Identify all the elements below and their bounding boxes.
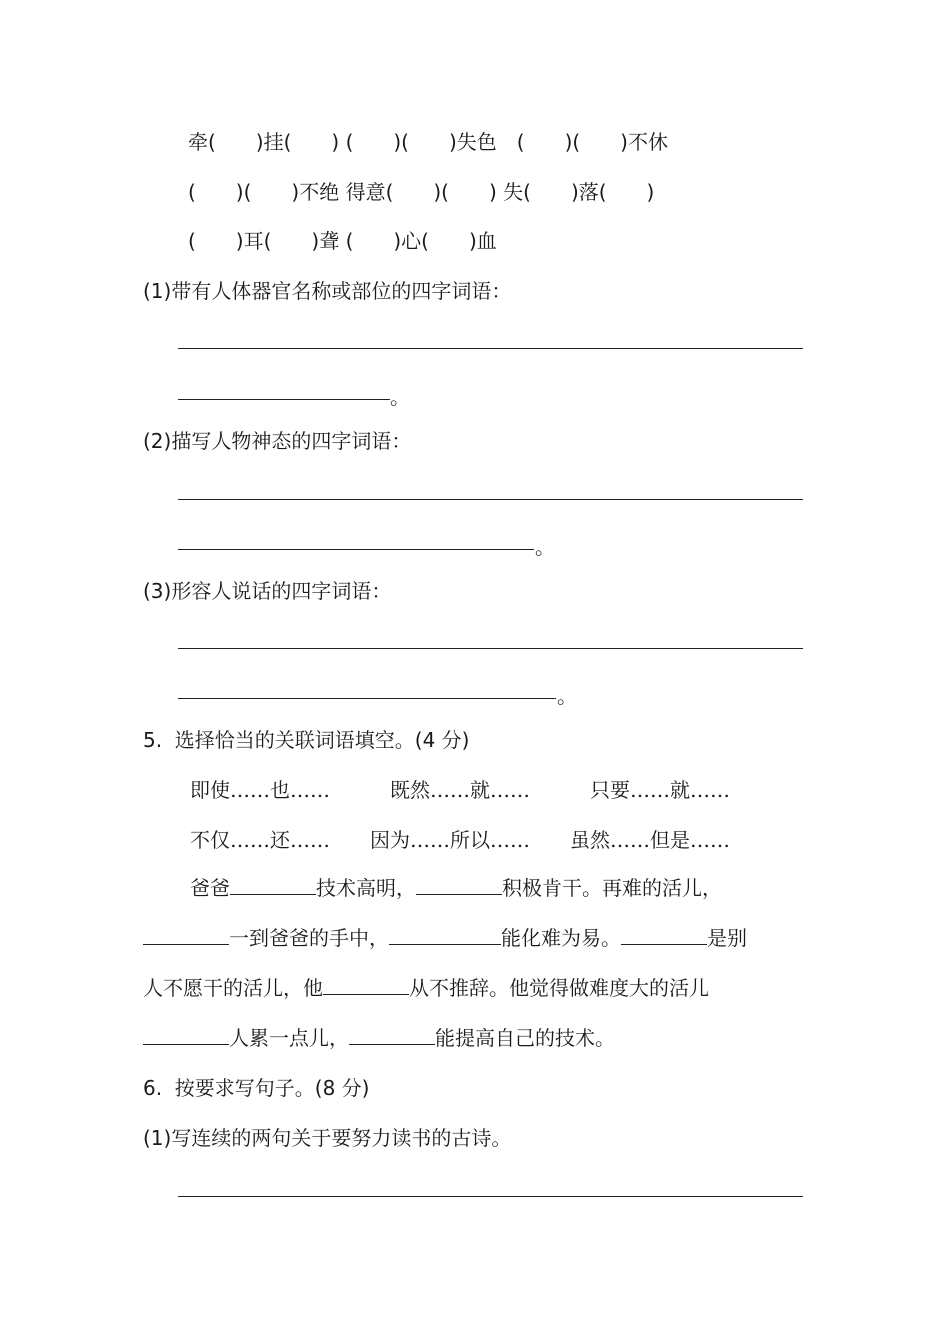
text-segment: 人不愿干的活儿，他 xyxy=(143,976,323,1000)
q6-part1-prompt: (1)写连续的两句关于要努力读书的古诗。 xyxy=(143,1126,512,1150)
answer-line-2a[interactable] xyxy=(178,499,803,500)
blank-3[interactable] xyxy=(143,926,229,945)
text-segment: 能化难为易。 xyxy=(501,926,621,950)
q5-options-row-2: 不仅……还…… 因为……所以…… 虽然……但是…… xyxy=(190,828,730,852)
text-segment: 技术高明， xyxy=(316,876,416,900)
blank-1[interactable] xyxy=(230,876,316,895)
blank-5[interactable] xyxy=(621,926,707,945)
text-segment: 爸爸 xyxy=(190,876,230,900)
q6-title: 6. 按要求写句子。(8 分) xyxy=(143,1076,370,1100)
text-segment: 一到爸爸的手中， xyxy=(229,926,389,950)
q5-title: 5. 选择恰当的关联词语填空。(4 分) xyxy=(143,728,470,752)
idiom-row-2: ( )( )不绝 得意( )( ) 失( )落( ) xyxy=(188,180,655,204)
text-segment: 能提高自己的技术。 xyxy=(435,1026,615,1050)
part1-prompt: (1)带有人体器官名称或部位的四字词语： xyxy=(143,279,512,303)
part3-end-mark: 。 xyxy=(557,684,577,708)
q5-sentence-line-2 xyxy=(143,926,747,950)
part2-prompt: (2)描写人物神态的四字词语： xyxy=(143,429,412,453)
part3-prompt: (3)形容人说话的四字词语： xyxy=(143,579,392,603)
answer-line-2b[interactable] xyxy=(178,549,534,550)
part1-end-mark: 。 xyxy=(390,385,410,409)
text-segment: 人累一点儿， xyxy=(229,1026,349,1050)
blank-6[interactable] xyxy=(323,976,409,995)
idiom-row-1: 牵( )挂( ) ( )( )失色 ( )( )不休 xyxy=(188,130,668,154)
part2-end-mark: 。 xyxy=(535,535,555,559)
answer-line-6a[interactable] xyxy=(178,1196,803,1197)
blank-8[interactable] xyxy=(349,1026,435,1045)
blank-2[interactable] xyxy=(416,876,502,895)
q5-sentence-line-3 xyxy=(143,976,709,1000)
answer-line-3a[interactable] xyxy=(178,648,803,649)
blank-4[interactable] xyxy=(389,926,501,945)
q5-sentence-line-1 xyxy=(190,876,722,900)
text-segment: 积极肯干。再难的活儿， xyxy=(502,876,722,900)
idiom-row-3: ( )耳( )聋 ( )心( )血 xyxy=(188,229,497,253)
answer-line-1a[interactable] xyxy=(178,348,803,349)
text-segment: 从不推辞。他觉得做难度大的活儿 xyxy=(409,976,709,1000)
answer-line-1b[interactable] xyxy=(178,399,390,400)
text-segment: 是别 xyxy=(707,926,747,950)
q5-options-row-1: 即使……也…… 既然……就…… 只要……就…… xyxy=(190,778,730,802)
blank-7[interactable] xyxy=(143,1026,229,1045)
q5-sentence-line-4 xyxy=(143,1026,615,1050)
answer-line-3b[interactable] xyxy=(178,698,556,699)
